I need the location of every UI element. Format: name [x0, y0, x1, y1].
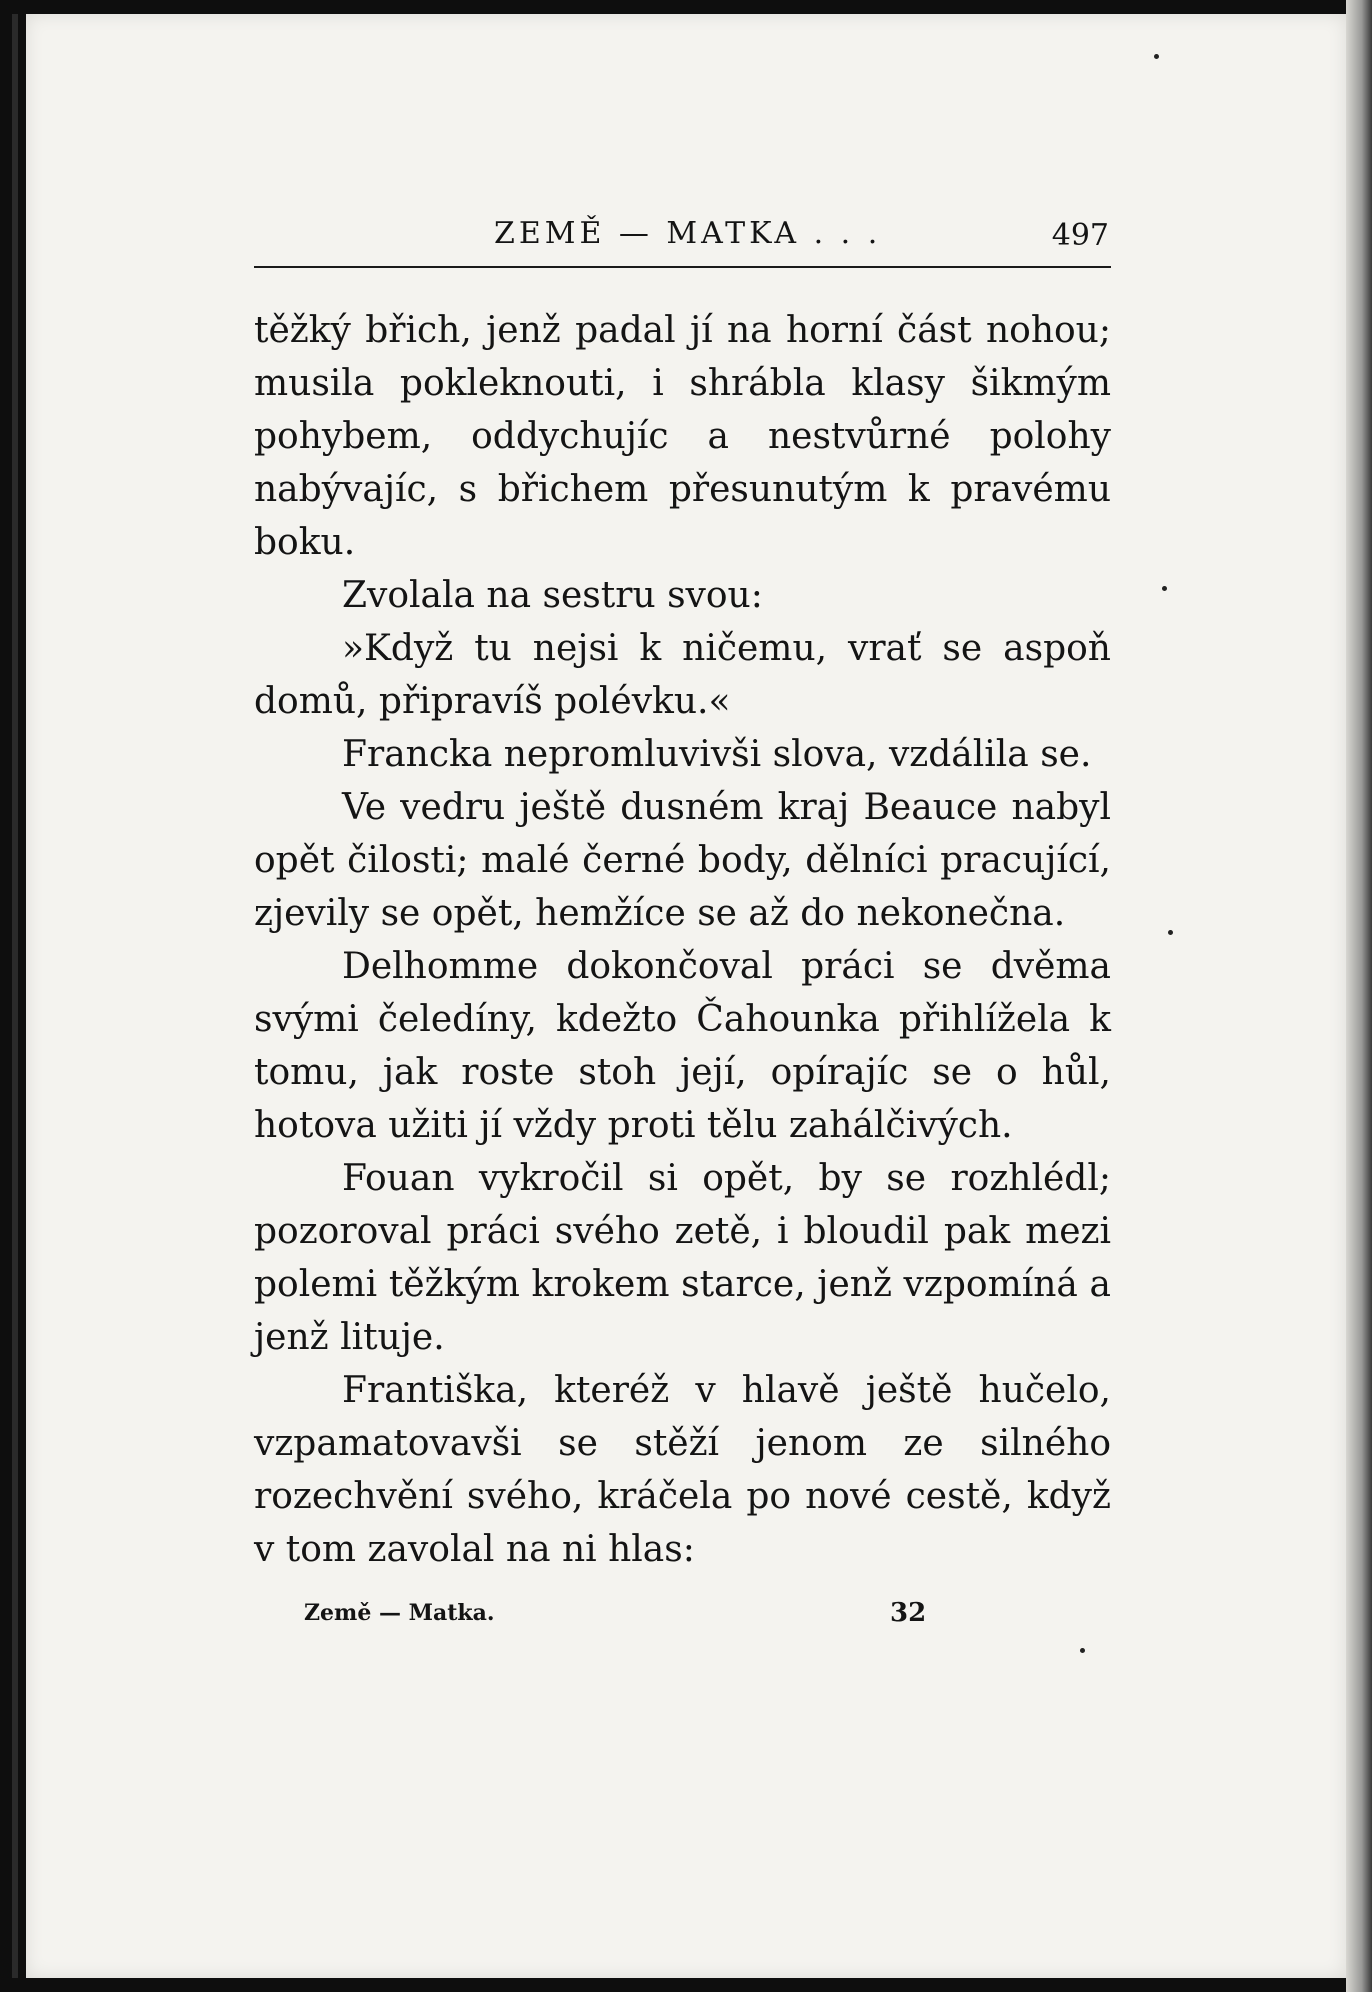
paragraph: Ve vedru ještě dusném kraj Beauce nabyl opět čilosti; malé černé body, dělníci pracující, zjevily se opět, hemžíce se až do nekonečna.	[254, 787, 1111, 934]
dust-speck	[1080, 1648, 1085, 1653]
body-text	[254, 304, 1111, 1576]
paragraph: těžký břich, jenž padal jí na horní část nohou; musila pokleknouti, i shrábla klasy šikmým pohybem, oddychujíc a nestvůrné polohy nabývajíc, s břichem přesunutým k pravému boku.	[254, 310, 1111, 563]
running-head	[254, 210, 1111, 268]
binding-edge	[12, 14, 18, 1978]
paragraph: Františka, kteréž v hlavě ještě hučelo, vzpamatovavši se stěží jenom ze silného rozechvění svého, kráčela po nové cestě, když v tom zavolal na ni hlas:	[254, 1370, 1111, 1570]
dust-speck	[1154, 54, 1159, 59]
running-title: ZEMĚ — MATKA . . .	[494, 216, 882, 251]
page-stack-edge	[1346, 0, 1372, 1992]
paragraph: Francka nepromluvivši slova, vzdálila se.	[342, 734, 1092, 775]
paragraph: Fouan vykročil si opět, by se rozhlédl; pozoroval práci svého zetě, i bloudil pak mezi polemi těžkým krokem starce, jenž vzpomíná a jenž lituje.	[254, 1158, 1111, 1358]
signature-line	[254, 1600, 1111, 1640]
paragraph: »Když tu nejsi k ničemu, vrať se aspoň domů, připravíš polévku.«	[254, 628, 1111, 722]
page-content	[254, 210, 1111, 1640]
page-number: 497	[1051, 218, 1109, 253]
dust-speck	[1168, 930, 1173, 935]
signature-number: 32	[890, 1598, 927, 1628]
signature-title: Země — Matka.	[304, 1600, 495, 1626]
dust-speck	[1162, 586, 1167, 591]
paragraph: Delhomme dokončoval práci se dvěma svými čeledíny, kdežto Čahounka přihlížela k tomu, jak roste stoh její, opírajíc se o hůl, hotova užiti jí vždy proti tělu zahálčivých.	[254, 946, 1111, 1146]
paragraph: Zvolala na sestru svou:	[342, 575, 763, 616]
